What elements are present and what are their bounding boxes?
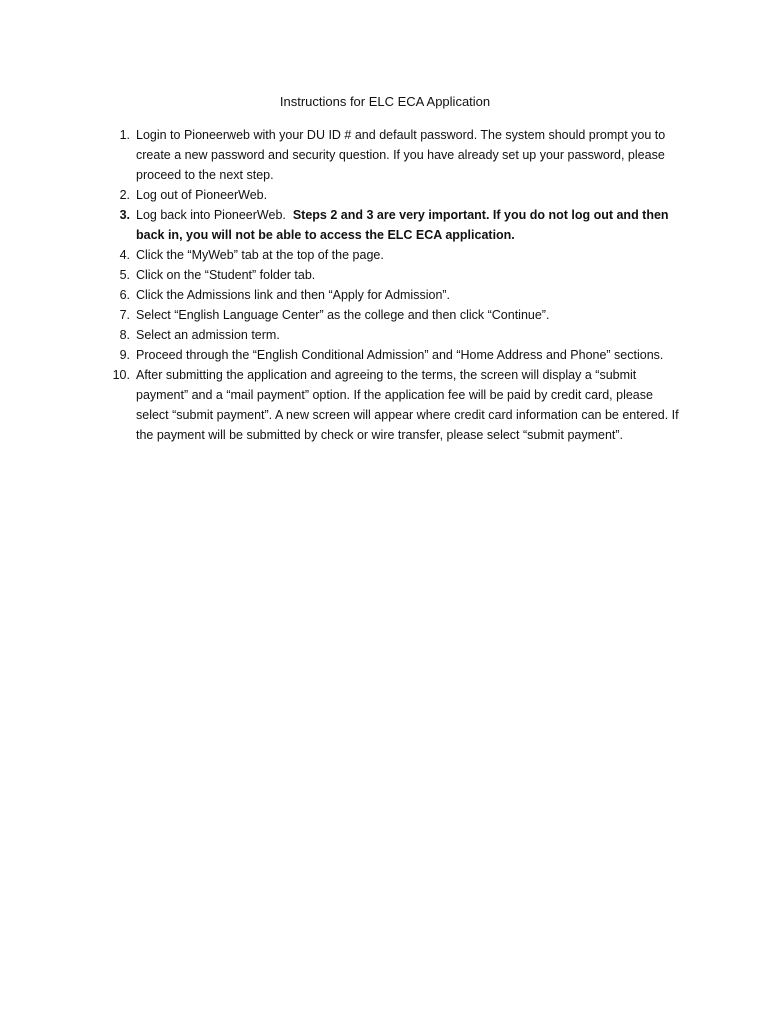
- step-text: After submitting the application and agreeing to the terms, the screen will display a “submit payment” and a “mail payment” option. If the application fee will be paid by credit card, please select “submit payment”. A new screen will appear where credit card information can be entered. If the payment will be submitted by check or wire transfer, please select “submit payment”.: [136, 368, 679, 442]
- step-text: Log out of PioneerWeb.: [136, 188, 268, 202]
- step-text: Click the “MyWeb” tab at the top of the page.: [136, 248, 384, 262]
- step-text: Login to Pioneerweb with your DU ID # and default password. The system should prompt you to create a new password and security question. If you have already set up your password, please proceed to the next step.: [136, 128, 666, 182]
- list-item: [108, 245, 688, 265]
- step-number: 10.: [112, 368, 130, 382]
- step-text: Click on the “Student” folder tab.: [136, 268, 316, 282]
- step-warning-text: Steps 2 and 3 are very important. If you do not log out and then back in, you will not be able to access the ELC ECA application.: [136, 208, 669, 242]
- step-number: 5.: [119, 268, 130, 282]
- list-item: [108, 265, 688, 285]
- step-text: Select “English Language Center” as the college and then click “Continue”.: [136, 308, 550, 322]
- step-text: Proceed through the “English Conditional Admission” and “Home Address and Phone” sections.: [136, 348, 664, 362]
- list-item: [108, 325, 688, 345]
- step-number: 6.: [119, 288, 130, 302]
- step-text: Log back into PioneerWeb.: [136, 208, 286, 222]
- list-item: [108, 305, 688, 325]
- step-text-wrapper: [136, 205, 688, 245]
- step-number: 4.: [119, 248, 130, 262]
- step-number: 7.: [119, 308, 130, 322]
- step-text: Select an admission term.: [136, 328, 280, 342]
- list-item: [108, 185, 688, 205]
- list-item: [108, 205, 688, 245]
- step-text: Click the Admissions link and then “Apply for Admission”.: [136, 288, 451, 302]
- instruction-list: [108, 125, 688, 445]
- step-number: 9.: [119, 348, 130, 362]
- list-item: [108, 125, 688, 185]
- step-number: 2.: [119, 188, 130, 202]
- step-number: 1.: [119, 128, 130, 142]
- list-item: [108, 285, 688, 305]
- step-number: 3.: [119, 208, 130, 222]
- step-number: 8.: [119, 328, 130, 342]
- list-item: [108, 365, 688, 445]
- list-item: [108, 345, 688, 365]
- document-title: Instructions for ELC ECA Application: [279, 94, 491, 109]
